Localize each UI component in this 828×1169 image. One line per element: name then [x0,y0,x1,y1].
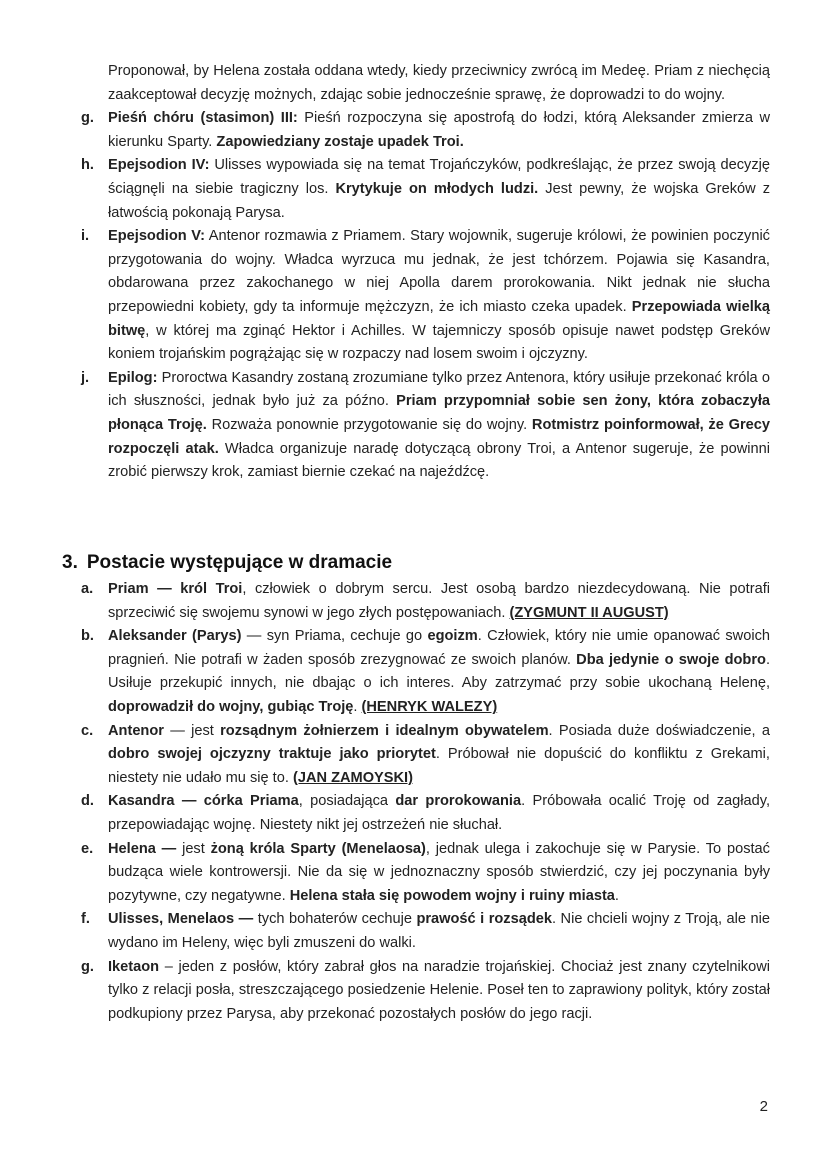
character-text: – jeden z posłów, który zabrał głos na naradzie trojańskiej. Chociaż jest znany czytelnikowi tylko z relacji posła, streszczającego posiedzenie Helenie. Poseł ten to zaprawiony polityk, który został podkupiony przez Parysa, aby przekonać pozostałych posłów do jego racji. [108,958,770,1022]
character-trait: prawość i rozsądek [416,911,552,928]
event-item-j [78,367,770,485]
event-text: Pieśń rozpoczyna się apostrofą do łodzi, którą Aleksander zmierza w kierunku Sparty. [108,110,771,150]
character-text: tych bohaterów cechuje [253,911,417,928]
list-letter: j. [81,369,90,386]
event-item-h [78,154,770,225]
character-trait: Helena stała się powodem wojny i ruiny miasta [289,887,615,904]
event-text: Władca organizuje naradę dotyczącą obrony Troi, a Antenor sugeruje, że powinni zrobić pierwszy krok, zamiast biernie czekać na najeźdźcę. [108,440,770,481]
character-trait: Dba jedynie o swoje dobro [576,651,766,668]
character-name: Iketaon [108,958,160,975]
section-heading [62,552,392,574]
historical-counterpart: (JAN ZAMOYSKI) [292,769,413,786]
event-item-g [78,107,770,154]
character-text: , jednak ulega i zakochuje się w Parysie. To postać budząca wiele kontrowersji. Nie da się w jednoznaczny sposób stwierdzić, czy jej poczynania były pozytywne, czy negatywne. [108,840,770,904]
event-item-i [78,225,770,367]
character-text: . Nie chcieli wojny z Troją, ale nie wydano im Heleny, więc byli zmuszeni do walki. [108,911,770,951]
list-letter: a. [81,581,94,597]
character-item-g [78,956,770,1027]
event-title: Epilog: [108,369,158,386]
historical-counterpart: (HENRYK WALEZY) [361,698,498,715]
list-letter: b. [81,628,94,645]
character-item-c [78,720,770,791]
list-letter: g. [81,958,94,975]
event-title: Pieśń chóru (stasimon) III: [108,110,298,127]
character-text: . Posiada duże doświadczenie, a [548,722,771,739]
list-letter: c. [81,722,94,739]
list-letter: d. [81,793,94,810]
event-text: Ulisses wypowiada się na temat Trojańczyków, podkreślając, że przez swoją decyzję ściągnęli na siebie tragiczny los. [108,157,770,197]
character-text: , człowiek o dobrym sercu. Jest osobą bardzo niezdecydowaną. Nie potrafi sprzeciwić się swojemu synowi w jego złych postępowaniach. [108,581,770,621]
character-name: Aleksander (Parys) [108,628,242,645]
event-text: Jest pewny, że wojska Greków z łatwością pokonają Parysa. [108,180,770,221]
character-trait: egoizm [427,628,478,645]
character-name: Kasandra — córka Priama [108,793,299,810]
character-text: . [353,698,362,715]
character-item-f [78,908,770,955]
event-f-continuation: Proponował, by Helena została oddana wtedy, kiedy przeciwnicy zwrócą im Medeę. Priam z niechęcią zaakceptował decyzję możnych, zdając sobie jednocześnie sprawę, że doprowadzi to do wojny. [108,63,770,103]
event-title: Epejsodion V: [108,228,205,245]
character-text: . [614,887,619,904]
list-letter: e. [81,840,94,857]
list-letter: i. [81,228,90,245]
characters-list [78,578,770,1026]
character-trait: dobro swojej ojczyzny traktuje jako priorytet [108,746,436,763]
character-trait: doprowadził do wojny, gubiąc Troję [108,698,354,715]
character-name: Helena — [108,840,177,857]
character-text: jest [176,840,211,857]
event-highlight: Priam przypomniał sobie sen żony, która zobaczyła płonąca Troję. [108,393,770,433]
event-highlight: Przepowiada wielką bitwę [108,298,770,339]
character-text: . Próbował nie dopuścić do konfliktu z Grekami, niestety nie udało mu się to. [108,746,770,786]
character-item-d [78,790,770,837]
character-name: Priam — król Troi [108,581,243,597]
character-text: — jest [163,722,221,739]
character-item-b [78,625,770,719]
list-letter: g. [81,110,94,127]
character-text: . Próbowała ocalić Troję od zagłady, przepowiadając wojnę. Niestety nikt jej ostrzeżeń nie słuchał. [108,793,771,833]
event-highlight: Zapowiedziany zostaje upadek Troi. [216,133,464,150]
page-number: 2 [759,1098,768,1115]
list-letter: f. [81,911,90,928]
character-name: Antenor [108,722,164,739]
event-text: Proroctwa Kasandry zostaną zrozumiane tylko przez Antenora, który usiłuje przekonać króla o ich słuszności, jednak było już za późno. [108,369,770,410]
event-text: , w której ma zginąć Hektor i Achilles. W tajemniczy sposób opisuje nawet podstęp Greków koniem trojańskim pogrążając się w rozpaczy nad losem swoim i ojczyzny. [108,322,770,363]
character-trait: żoną króla Sparty (Menelaosa) [210,840,426,857]
character-text: , posiadająca [298,793,396,810]
character-trait: dar prorokowania [395,793,522,810]
section-title: Postacie występujące w dramacie [86,552,393,573]
event-text: Antenor rozmawia z Priamem. Stary wojownik, sugeruje królowi, że powinien poczynić przygotowania do wojny. Władca wyrzuca mu jednak, że jest tchórzem. Pojawia się Kasandra, obdarowana przez zakochanego w niej Apolla darem prorokowania. Nikt jednak nie słucha przepowiedni kobiety, gdy ta informuje mężczyzn, że ich miasto czeka upadek. [108,228,770,315]
section-number: 3. [62,552,78,573]
events-list [78,60,770,485]
character-text: . Człowiek, który nie umie opanować swoich pragnień. Nie potrafi w żaden sposób zrezygnować ze swoich planów. [108,628,770,668]
character-text: . Usiłuje przekupić innych, nie dbając o ich interes. Aby zatrzymać przy sobie ukochaną Helenę, [108,651,770,692]
historical-counterpart: (ZYGMUNT II AUGUST) [509,604,669,621]
character-trait: rozsądnym żołnierzem i idealnym obywatelem [220,722,549,739]
character-text: — syn Priama, cechuje go [241,628,428,645]
event-highlight: Krytykuje on młodych ludzi. [335,180,539,197]
event-text: Rozważa ponownie przygotowanie się do wojny. [206,416,532,433]
list-letter: h. [81,157,94,174]
event-highlight: Rotmistrz poinformował, że Grecy rozpoczęli atak. [108,416,770,457]
character-name: Ulisses, Menelaos — [108,911,254,928]
event-title: Epejsodion IV: [108,157,210,174]
character-item-e [78,838,770,909]
character-item-a [78,578,770,625]
